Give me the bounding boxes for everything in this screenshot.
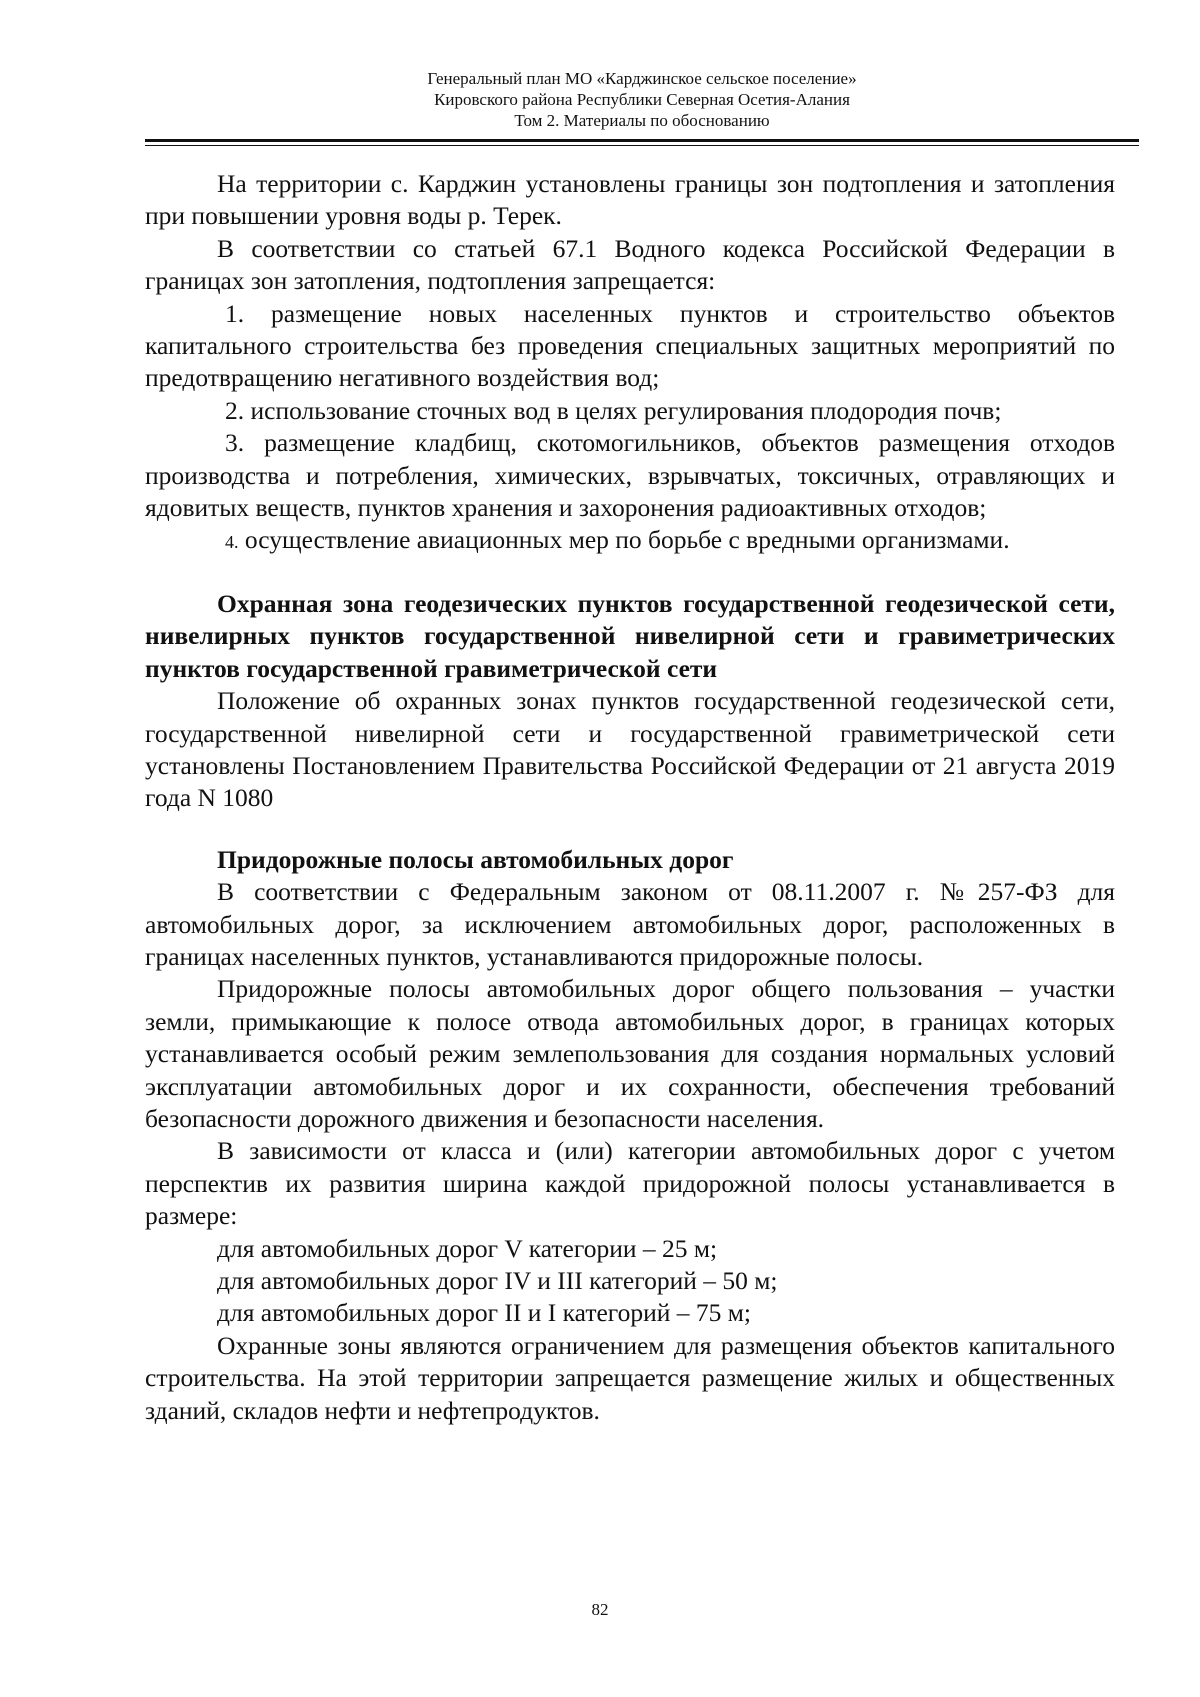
list-number: 1. xyxy=(225,298,245,328)
list-item xyxy=(145,395,1115,427)
list-number: 2. xyxy=(225,395,245,425)
list-text: использование сточных вод в целях регулирования плодородия почв; xyxy=(250,395,1002,425)
paragraph-federal-law: В соответствии с Федеральным законом от 08.11.2007 г. №257-ФЗ для автомобильных дорог, за исключением автомобильных дорог, расположенных в границах населенных пунктов, устанавливаются придорожные полосы. xyxy=(145,877,1115,971)
list-number: 3. xyxy=(225,428,245,458)
section-heading-roadside: Придорожные полосы автомобильных дорог xyxy=(217,844,734,874)
width-item: для автомобильных дорог II и I категорий – 75 м; xyxy=(217,1298,752,1328)
list-text: размещение кладбищ, скотомогильников, объектов размещения отходов производства и потребления, химических, взрывчатых, токсичных, отравляющих и ядовитых веществ, пунктов хранения и захоронения радиоактивных отходов; xyxy=(145,428,1115,523)
paragraph-roadside-definition: Придорожные полосы автомобильных дорог общего пользования – участки земли, примыкающие к полосе отвода автомобильных дорог, в границах которых устанавливается особый режим землепользования для создания нормальных условий эксплуатации автомобильных дорог и их сохранности, обеспечения требований безопасности дорожного движения и безопасности населения. xyxy=(145,974,1115,1133)
paragraph-geodetic-regulation: Положение об охранных зонах пунктов государственной геодезической сети, государственной нивелирной сети и государственной гравиметрической сети установлены Постановлением Правительства Российской Федерации от 21 августа 2019 года N 1080 xyxy=(145,686,1115,813)
paragraph-width-intro: В зависимости от класса и (или) категории автомобильных дорог с учетом перспектив их развития ширина каждой придорожной полосы устанавливается в размере: xyxy=(145,1136,1115,1231)
page-number: 82 xyxy=(591,1600,609,1619)
header-line-1: Генеральный план МО «Карджинское сельское поселение» xyxy=(427,69,857,88)
list-text: размещение новых населенных пунктов и строительство объектов капитального строительства без проведения специальных защитных мероприятий по предотвращению негативного воздействия вод; xyxy=(145,298,1115,393)
paragraph-restrictions: Охранные зоны являются ограничением для размещения объектов капитального строительства. На этой территории запрещается размещение жилых и общественных зданий, складов нефти и нефтепродуктов. xyxy=(145,1330,1115,1425)
header-line-2: Кировского района Республики Северная Осетия-Алания xyxy=(434,90,850,109)
list-number: 4. xyxy=(225,532,239,553)
header-divider-thin xyxy=(145,145,1139,146)
header-divider-thick xyxy=(145,139,1139,142)
section-spacer xyxy=(145,815,1115,844)
width-item: для автомобильных дорог IV и III категорий – 50 м; xyxy=(217,1266,778,1295)
paragraph-water-code: В соответствии со статьей 67.1 Водного кодекса Российской Федерации в границах зон затопления, подтопления запрещается: xyxy=(145,233,1115,296)
list-item xyxy=(145,524,1115,558)
running-header xyxy=(145,68,1139,131)
header-line-3: Том 2. Материалы по обоснованию xyxy=(514,111,770,130)
list-text: осуществление авиационных мер по борьбе с вредными организмами. xyxy=(244,525,1010,555)
list-item xyxy=(145,427,1115,524)
paragraph-flood-zones: На территории с. Карджин установлены границы зон подтопления и затопления при повышении уровня воды р. Терек. xyxy=(145,169,1115,231)
section-spacer xyxy=(145,559,1115,588)
width-item: для автомобильных дорог V категории – 25 м; xyxy=(217,1233,718,1263)
document-body xyxy=(145,168,1115,1427)
section-heading-geodetic: Охранная зона геодезических пунктов государственной геодезической сети, нивелирных пунктов государственной нивелирной сети и гравиметрических пунктов государственной гравиметрической сети xyxy=(145,588,1115,683)
list-item xyxy=(145,298,1115,395)
